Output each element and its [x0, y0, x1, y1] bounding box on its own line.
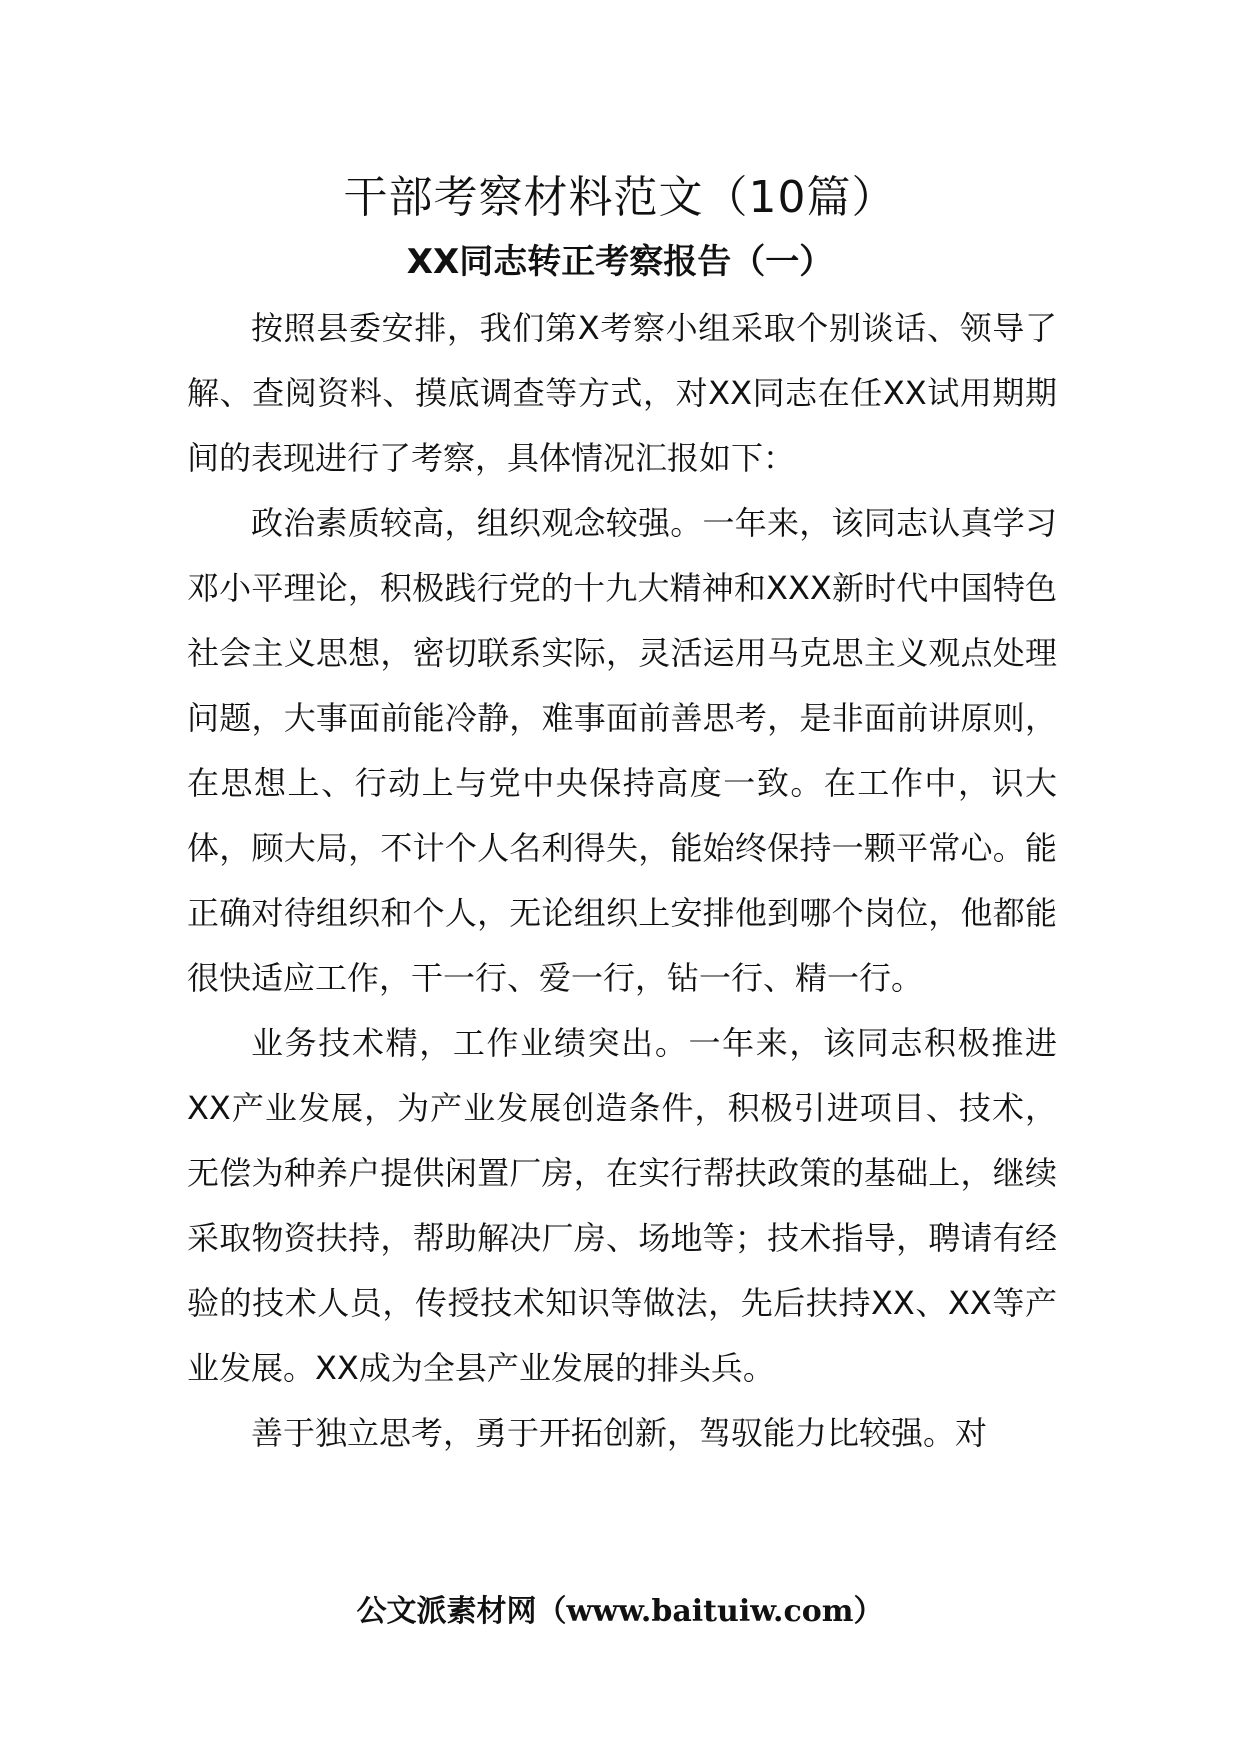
footer-source: 公文派素材网（www.baituiw.com） [356, 1594, 884, 1629]
paragraph-intro: 按照县委安排，我们第X考察小组采取个别谈话、领导了解、查阅资料、摸底调查等方式，对XX同志在任XX试用期期间的表现进行了考察，具体情况汇报如下： [187, 309, 1057, 477]
paragraph-work-performance: 业务技术精，工作业绩突出。一年来，该同志积极推进XX产业发展，为产业发展创造条件，积极引进项目、技术，无偿为种养户提供闲置厂房，在实行帮扶政策的基础上，继续采取物资扶持，帮助解决厂房、场地等；技术指导，聘请有经验的技术人员，传授技术知识等做法，先后扶持XX、XX等产业发展。XX成为全县产业发展的排头兵。 [187, 1024, 1057, 1387]
paragraph-independent-thinking: 善于独立思考，勇于开拓创新，驾驭能力比较强。对 [251, 1414, 988, 1452]
paragraph-political-quality: 政治素质较高，组织观念较强。一年来，该同志认真学习邓小平理论，积极践行党的十九大精神和XXX新时代中国特色社会主义思想，密切联系实际，灵活运用马克思主义观点处理问题，大事面前能冷静，难事面前善思考，是非面前讲原则，在思想上、行动上与党中央保持高度一致。在工作中，识大体，顾大局，不计个人名利得失，能始终保持一颗平常心。能正确对待组织和个人，无论组织上安排他到哪个岗位，他都能很快适应工作，干一行、爱一行，钻一行、精一行。 [187, 504, 1057, 997]
document-title: 干部考察材料范文（10篇） [343, 172, 897, 223]
document-body [187, 296, 1057, 1466]
report-subtitle: XX同志转正考察报告（一） [406, 242, 834, 282]
